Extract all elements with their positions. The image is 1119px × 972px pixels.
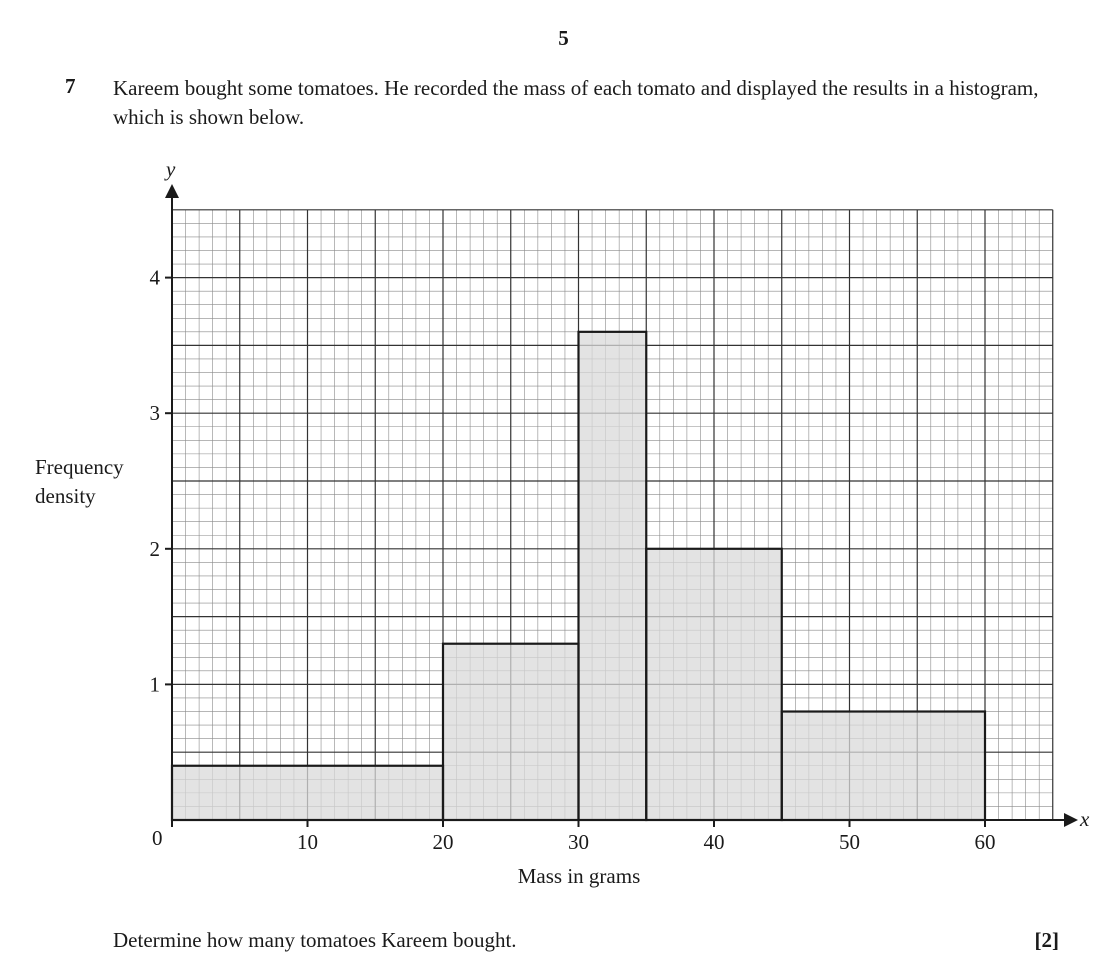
x-axis-symbol: x [1080,807,1090,831]
y-tick-label: 1 [149,672,160,697]
x-axis-arrow [1064,813,1078,827]
x-tick-label: 60 [974,830,996,854]
histogram-bar-fill [172,766,443,820]
histogram-bar-fill [579,332,647,820]
y-axis-arrow [165,184,179,198]
y-axis-label-text: Frequency density [35,455,124,508]
x-tick-label: 10 [297,830,318,854]
y-axis-symbol: y [166,157,176,181]
x-tick-label: 40 [703,830,725,854]
x-tick-label: 20 [432,830,454,854]
x-tick-label: 50 [839,830,860,854]
histogram-bar-fill [782,712,985,820]
origin-label: 0 [152,826,163,850]
question-text: Kareem bought some tomatoes. He recorded the mass of each tomato and displayed the results in a histogram, which is shown below. [113,76,1039,129]
question-marks: [2] [1034,928,1059,952]
histogram-bar-fill [646,549,782,820]
y-tick-label: 3 [149,401,160,426]
x-tick-label: 30 [568,830,589,854]
question-prompt: Determine how many tomatoes Kareem bought. [113,928,517,952]
question-number: 7 [65,74,76,98]
page-number: 5 [558,26,569,50]
y-tick-label: 4 [149,265,160,290]
y-tick-label: 2 [149,536,160,561]
histogram-bar-fill [443,644,579,820]
x-axis-label: Mass in grams [517,864,641,888]
